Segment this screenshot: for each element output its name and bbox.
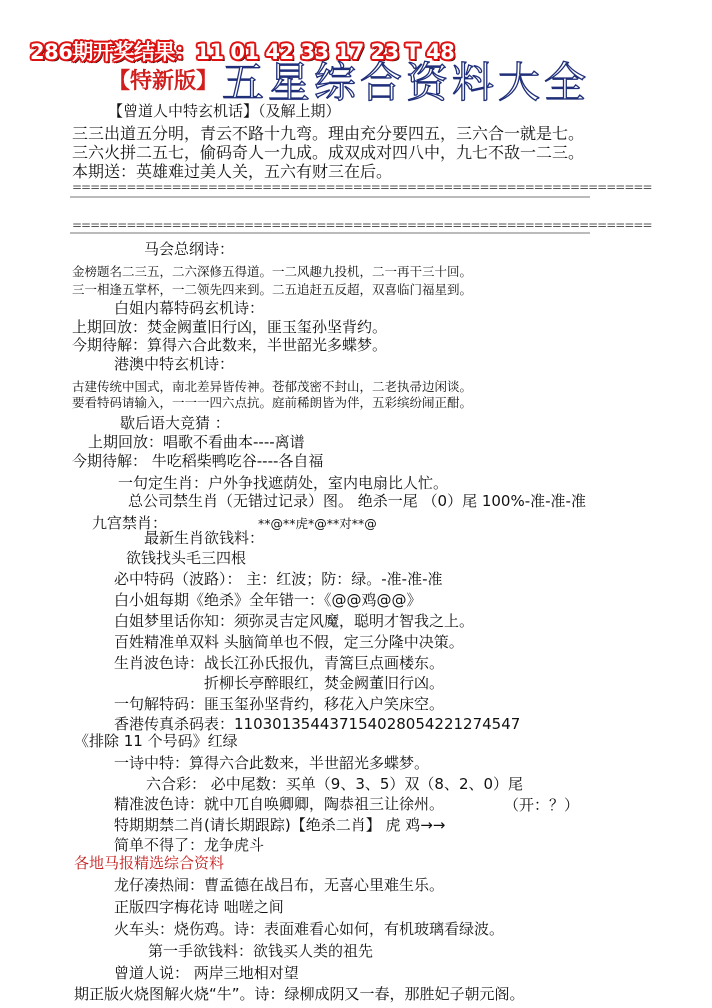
nine-palace-value: **@**虎*@**对**@ bbox=[258, 516, 377, 531]
one-sentence: 一句解特码：匪玉玺孙坚背约，移花入户笑床空。 bbox=[114, 695, 445, 713]
zhengban: 正版四字梅花诗 咄嗟之间 bbox=[114, 898, 284, 916]
exclude-11: 《排除 11 个号码》红绿 bbox=[74, 732, 238, 750]
poem-special: 一诗中特：算得六合此数来，半世韶光多蝶梦。 bbox=[114, 754, 430, 772]
monk-line-1: 三三出道五分明，青云不路十九弯。理由充分要四五，三六合一就是七。 bbox=[72, 124, 585, 143]
want-money: 欲钱找头毛三四根 bbox=[126, 549, 247, 567]
precise-color: 精准波色诗：就中兀自唤卿卿，陶恭祖三让徐州。 bbox=[114, 795, 445, 813]
regional-heading: 各地马报精选综合资料 bbox=[74, 854, 225, 872]
simple: 简单不得了：龙争虎斗 bbox=[114, 836, 265, 854]
white-heading: 白姐内幕特码玄机诗： bbox=[114, 299, 265, 317]
company-ban: 总公司禁生肖（无错过记录）图。 绝杀一尾 （0）尾 100%-准-准-准 bbox=[128, 492, 586, 510]
latest-zodiac: 最新生肖欲钱料： bbox=[144, 529, 265, 547]
monk-line-2: 三六火拼二五七，偷码奇人一九成。成双成对四八中，九七不敌一二三。 bbox=[72, 143, 585, 162]
hkmacau-line-1: 古建传统中国式，南北差异皆传神。苍郁茂密不封山，二老执帚边闲谈。 bbox=[72, 379, 473, 394]
horse-line-1: 金榜题名二三五，二六深修五得道。一二风趣九投机，二一再干三十回。 bbox=[72, 264, 473, 279]
first-hand: 第一手欲钱料：欲钱买人类的祖先 bbox=[148, 942, 374, 960]
monk-heading: 【曾道人中特玄机话】（及解上期） bbox=[108, 102, 341, 120]
baixing: 百姓精准单双料 头脑简单也不假，定三分隆中决策。 bbox=[114, 633, 464, 651]
liuhecai: 六合彩： 必中尾数：买单（9、3、5）双（8、2、0）尾 bbox=[146, 775, 524, 793]
divider-2 bbox=[70, 232, 590, 234]
monk-line-3: 本期送：英雄难过美人关，五六有财三在后。 bbox=[72, 162, 393, 181]
must-special: 必中特码（波路）： 主：红波；防：绿。-准-准-准 bbox=[114, 570, 443, 588]
fire-pic: 期正版火烧图解火烧“牛”。诗：绿柳成阴又一春，那胜妃子朝元阁。 bbox=[74, 985, 525, 1003]
hkmacau-line-2: 要看特码请输入，一一一四六点抗。庭前稀朗皆为伴，五彩缤纷闹正酣。 bbox=[72, 395, 473, 410]
zodiac-color-1: 生肖波色诗：战长江孙氏报仇，青篙巨点画楼东。 bbox=[114, 654, 445, 672]
divider-1 bbox=[70, 196, 590, 198]
riddle-prev: 上期回放：唱歌不看曲本----离谱 bbox=[88, 433, 305, 451]
open-mark: （开：？） bbox=[504, 796, 580, 814]
zodiac-color-2: 折柳长亭醉眼红，焚金阙董旧行凶。 bbox=[204, 674, 445, 692]
white-now: 今期待解：算得六合此数来，半世韶光多蝶梦。 bbox=[72, 336, 388, 354]
train: 火车头：烧伤鸡。诗：表面难看心如何，有机玻璃看绿波。 bbox=[114, 920, 505, 938]
dragon: 龙仔凑热闹：曹孟德在战吕布，无喜心里难生乐。 bbox=[114, 876, 445, 894]
white-dream: 白姐梦里话你知：须弥灵吉定风魔，聪明才智我之上。 bbox=[114, 612, 475, 630]
monk-says: 曾道人说： 两岸三地相对望 bbox=[114, 964, 299, 982]
page-title: 五星综合资料大全 bbox=[222, 58, 591, 107]
separator-1: ================================================================ bbox=[72, 180, 652, 194]
sentence-zodiac: 一句定生肖：户外争找遮荫处，室内电扇比人忙。 bbox=[118, 474, 449, 492]
riddle-now: 今期待解： 牛吃稻柴鸭吃谷----各自福 bbox=[72, 452, 324, 470]
separator-2: ================================================================ bbox=[72, 218, 652, 232]
draw-result-banner: 286期开奖结果：11 01 42 33 17 23 T 48 bbox=[30, 40, 455, 64]
hkmacau-heading: 港澳中特玄机诗： bbox=[114, 355, 235, 373]
horse-heading: 马会总纲诗： bbox=[144, 240, 235, 258]
white-lady: 白小姐每期《绝杀》全年错一：《@@鸡@@》 bbox=[114, 591, 422, 609]
edition-badge: 【特新版】 bbox=[108, 69, 219, 94]
white-prev: 上期回放：焚金阙董旧行凶，匪玉玺孙坚背约。 bbox=[72, 318, 388, 336]
riddle-heading: 歇后语大竞猜 ： bbox=[120, 414, 230, 432]
special-kill: 特期期禁二肖(请长期跟踪)【绝杀二肖】 虎 鸡→→ bbox=[114, 816, 446, 834]
hk-kill-table: 香港传真杀码表：11030135443715402805422127454​7 bbox=[114, 715, 521, 733]
nine-palace-label: 九宫禁肖： bbox=[92, 514, 168, 532]
horse-line-2: 三一相逢五掌杯，一二领先四来到。二五追赶五反超，双喜临门福星到。 bbox=[72, 282, 473, 297]
